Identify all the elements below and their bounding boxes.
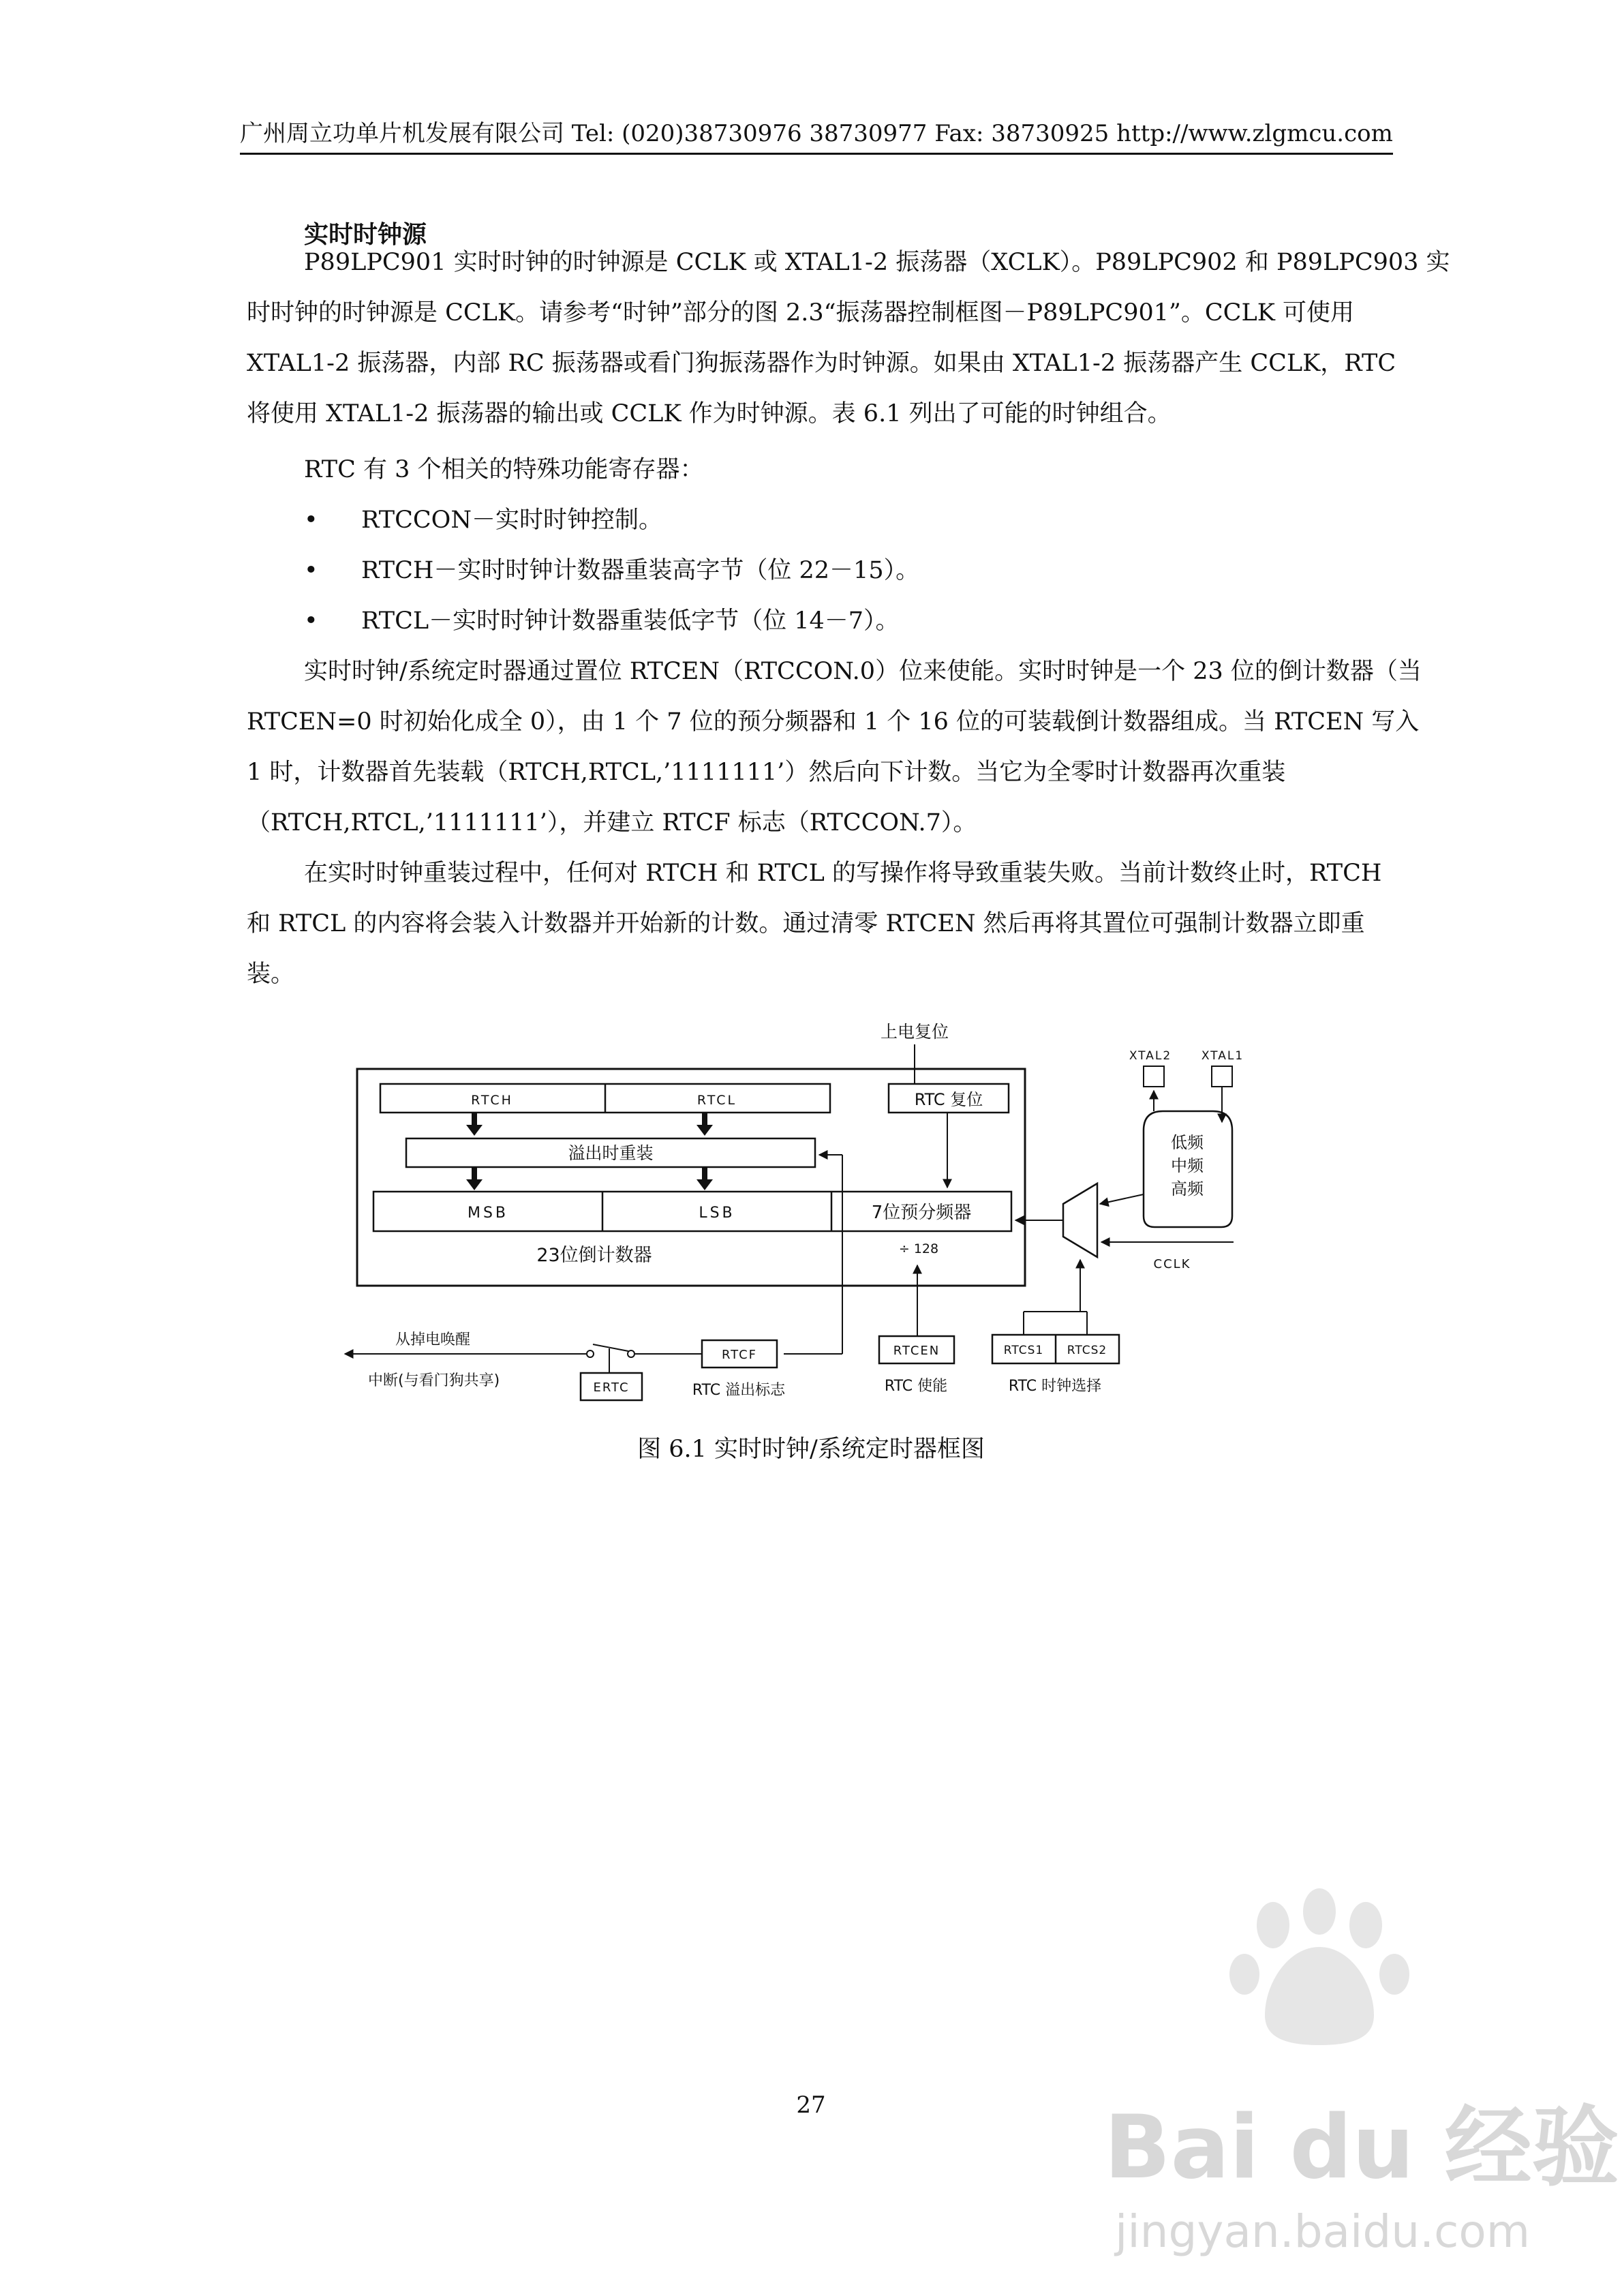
watermark-url: jingyan.baidu.com <box>1115 2205 1531 2258</box>
clock-mux <box>1063 1183 1097 1257</box>
paragraph-line: XTAL1-2 振荡器，内部 RC 振荡器或看门狗振荡器作为时钟源。如果由 XTAL1-2 振荡器产生 CCLK，RTC <box>247 350 1396 377</box>
power-on-reset-label: 上电复位 <box>880 1022 949 1042</box>
lsb-label: LSB <box>699 1205 735 1222</box>
paragraph-reload <box>247 848 1385 999</box>
paragraph-line: 和 RTCL 的内容将会装入计数器并开始新的计数。通过清零 RTCEN 然后再将其置位可强制计数器立即重 <box>247 910 1365 937</box>
arrow-head <box>466 1125 483 1136</box>
xtal2-pin <box>1144 1066 1164 1087</box>
bullet-item <box>304 495 662 545</box>
paragraph-line: 将使用 XTAL1-2 振荡器的输出或 CCLK 作为时钟源。表 6.1 列出了可能的时钟组合。 <box>247 400 1172 427</box>
paragraph-rtc-enable <box>247 646 1422 848</box>
rtcf-label: RTCF <box>721 1348 758 1362</box>
bullet-text: RTCH－实时时钟计数器重装高字节（位 22－15）。 <box>361 557 920 584</box>
rtc-reset-label: RTC 复位 <box>914 1090 983 1109</box>
header-rule <box>240 153 1393 155</box>
interrupt-label: 中断(与看门狗共享) <box>368 1372 500 1389</box>
paragraph-line: 1 时，计数器首先装载（RTCH,RTCL,’1111111’）然后向下计数。当它为全零时计数器再次重装 <box>247 759 1286 786</box>
bullet-item <box>304 545 919 596</box>
arrow-head <box>697 1179 713 1190</box>
watermark-brand: Bai du 经验 <box>1104 2097 1619 2199</box>
bullet-text: RTCCON－实时时钟控制。 <box>361 507 662 534</box>
paragraph-sfr-intro <box>247 444 1385 495</box>
div128-label: ÷ 128 <box>898 1241 939 1256</box>
rtc-block-diagram <box>334 1009 1288 1432</box>
figure-caption: 图 6.1 实时时钟/系统定时器框图 <box>637 1436 985 1463</box>
bullet-item <box>304 596 900 646</box>
paragraph-line: RTCEN=0 时初始化成全 0），由 1 个 7 位的预分频器和 1 个 16 位的可装载倒计数器组成。当 RTCEN 写入 <box>247 708 1420 736</box>
rtcs2-label: RTCS2 <box>1067 1344 1107 1357</box>
freq-mid-label: 中频 <box>1171 1156 1204 1175</box>
freq-high-label: 高频 <box>1171 1179 1204 1198</box>
bullet-icon: • <box>304 507 318 534</box>
cclk-label: CCLK <box>1153 1257 1191 1271</box>
ertc-label: ERTC <box>593 1380 630 1395</box>
paragraph-line: RTC 有 3 个相关的特殊功能寄存器： <box>304 456 704 483</box>
paragraph-line: 装。 <box>247 961 295 988</box>
arrow-head <box>466 1179 483 1190</box>
rtcen-description: RTC 使能 <box>884 1378 948 1395</box>
xtal2-label: XTAL2 <box>1129 1049 1172 1063</box>
switch-contact <box>587 1350 594 1357</box>
paragraph-clock-source <box>247 237 1450 439</box>
rtcs-description: RTC 时钟选择 <box>1008 1378 1102 1395</box>
msb-label: MSB <box>467 1205 509 1222</box>
xtal1-pin <box>1212 1066 1232 1087</box>
prescaler-label: 7位预分频器 <box>871 1203 972 1223</box>
paragraph-line: 实时时钟/系统定时器通过置位 RTCEN（RTCCON.0）位来使能。实时时钟是一个 23 位的倒计数器（当 <box>304 658 1422 685</box>
rtch-label: RTCH <box>471 1093 513 1108</box>
page-header: 广州周立功单片机发展有限公司 Tel: (020)38730976 38730977 Fax: 38730925 http://www.zlgmcu.com <box>240 120 1393 147</box>
paragraph-line: 时时钟的时钟源是 CCLK。请参考“时钟”部分的图 2.3“振荡器控制框图－P89LPC901”。CCLK 可使用 <box>247 299 1354 327</box>
rtcf-description: RTC 溢出标志 <box>692 1382 786 1399</box>
paragraph-line: 在实时时钟重装过程中，任何对 RTCH 和 RTCL 的写操作将导致重装失败。当前计数终止时，RTCH <box>304 860 1382 887</box>
freq-low-label: 低频 <box>1171 1133 1204 1152</box>
switch-blade <box>593 1344 628 1351</box>
rtcs1-label: RTCS1 <box>1003 1344 1044 1357</box>
bullet-icon: • <box>304 557 318 584</box>
page-number: 27 <box>796 2091 826 2119</box>
paragraph-line: （RTCH,RTCL,’1111111’），并建立 RTCF 标志（RTCCON.7）。 <box>247 809 977 836</box>
paragraph-line: P89LPC901 实时时钟的时钟源是 CCLK 或 XTAL1-2 振荡器（XCLK）。P89LPC902 和 P89LPC903 实 <box>304 249 1450 276</box>
bullet-text: RTCL－实时时钟计数器重装低字节（位 14－7）。 <box>361 607 900 635</box>
counter23-label: 23位倒计数器 <box>536 1245 652 1266</box>
baidu-watermark <box>1104 1882 1619 2263</box>
wakeup-label: 从掉电唤醒 <box>395 1331 471 1348</box>
bullet-icon: • <box>304 607 318 635</box>
arrow-osc-mux <box>1100 1194 1144 1204</box>
section-title: 实时时钟源 <box>304 221 427 249</box>
rtcl-label: RTCL <box>697 1093 737 1108</box>
switch-contact <box>628 1350 634 1357</box>
rtcen-label: RTCEN <box>893 1344 940 1358</box>
overflow-reload-label: 溢出时重装 <box>568 1143 654 1163</box>
arrow-head <box>697 1125 713 1136</box>
xtal1-label: XTAL1 <box>1201 1049 1244 1063</box>
paw-icon <box>1229 1888 1409 2045</box>
